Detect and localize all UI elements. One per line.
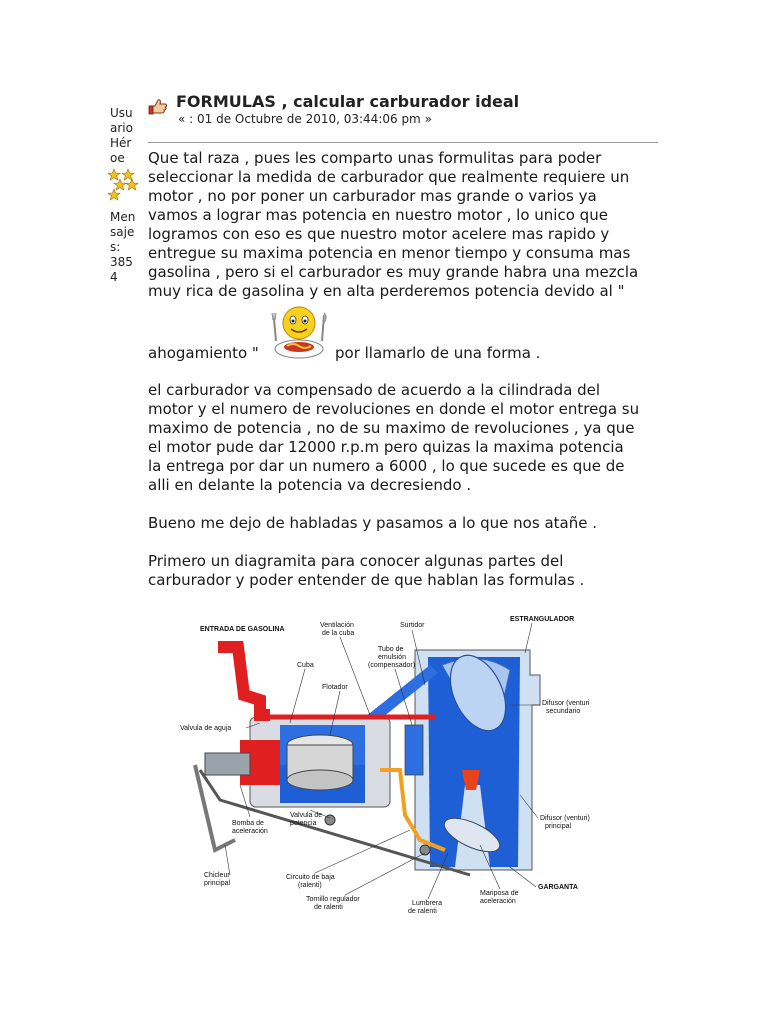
svg-text:Tornillo regulador: Tornillo regulador [306, 896, 360, 903]
svg-text:ESTRANGULADOR: ESTRANGULADOR [510, 616, 575, 623]
svg-text:GARGANTA: GARGANTA [538, 884, 578, 891]
post-body [148, 149, 663, 590]
smiley-line: ahogamiento " por llamarlo de una forma . [148, 301, 663, 362]
username[interactable]: Usu ario [110, 106, 133, 135]
svg-text:Bomba de: Bomba de [232, 820, 264, 827]
svg-text:principal: principal [545, 823, 572, 830]
svg-text:aceleración: aceleración [480, 898, 516, 905]
thumbs-up-post-icon [148, 98, 168, 120]
svg-text:potencia: potencia [290, 820, 317, 827]
svg-text:Difusor (venturi): Difusor (venturi) [540, 815, 590, 822]
message-count: Men saje s: 385 4 [110, 210, 136, 284]
svg-text:Ventilación: Ventilación [320, 622, 354, 629]
svg-text:Flotador: Flotador [322, 684, 348, 691]
svg-text:Circuito de baja: Circuito de baja [286, 874, 335, 881]
svg-text:Surtidor: Surtidor [400, 622, 425, 629]
svg-text:(compensador): (compensador) [368, 662, 416, 669]
svg-text:de ralenti: de ralenti [314, 904, 343, 911]
rank-stars-icon [108, 168, 140, 206]
svg-text:Lumbrera: Lumbrera [412, 900, 442, 907]
svg-text:secundario: secundario [546, 708, 581, 715]
post-date: « : 01 de Octubre de 2010, 03:44:06 pm » [178, 112, 432, 126]
svg-text:Difusor (venturi): Difusor (venturi) [542, 700, 590, 707]
svg-text:ENTRADA DE GASOLINA: ENTRADA DE GASOLINA [200, 626, 285, 633]
svg-text:Mariposa de: Mariposa de [480, 890, 519, 897]
svg-text:Chicleur: Chicleur [204, 872, 230, 879]
carburetor-diagram [180, 605, 590, 923]
svg-text:Tubo de: Tubo de [378, 646, 404, 653]
svg-text:de la cuba: de la cuba [322, 630, 355, 637]
paragraph-diagram-intro: Primero un diagramita para conocer algunas partes del carburador y poder entender de que hablan las formulas . [148, 552, 585, 589]
svg-text:aceleración: aceleración [232, 828, 268, 835]
svg-text:emulsión: emulsión [378, 654, 407, 661]
svg-text:Valvula de: Valvula de [290, 812, 323, 819]
paragraph-compensation: el carburador va compensado de acuerdo a la cilindrada del motor y el numero de revoluciones en donde el motor entrega su maximo de potencia , no de su maximo de revoluciones , ya que el motor pude dar 12000 r.p.m pero quizas la maxima potencia la entrega por dar un numero a 6000 , lo que sucede es que de alli en delante la potencia va decresiendo . [148, 381, 640, 494]
svg-text:de ralenti: de ralenti [408, 908, 437, 915]
svg-text:(ralenti): (ralenti) [298, 882, 322, 889]
user-info [110, 106, 140, 285]
svg-text:Valvula de aguja: Valvula de aguja [180, 725, 232, 732]
svg-text:principal: principal [204, 880, 231, 887]
header-divider [148, 142, 658, 143]
eating-smiley-icon [269, 301, 329, 366]
paragraph-transition: Bueno me dejo de habladas y pasamos a lo que nos atañe . [148, 514, 597, 532]
svg-text:Cuba: Cuba [297, 662, 314, 669]
post-title[interactable]: FORMULAS , calcular carburador ideal [176, 92, 520, 111]
user-rank: Hér oe [110, 136, 132, 165]
paragraph-intro: Que tal raza , pues les comparto unas formulitas para poder seleccionar la medida de carburador que realmente requiere un motor , no por poner un carburador mas grande o varios ya vamos a lograr mas potencia en nuestro motor , lo unico que logramos con eso es que nuestro motor acelere mas rapido y entregue su maxima potencia en menor tiempo y consuma mas gasolina , pero si el carburador es muy grande habra una mezcla muy rica de gasolina y en alta perderemos potencia devido al " [148, 149, 639, 300]
